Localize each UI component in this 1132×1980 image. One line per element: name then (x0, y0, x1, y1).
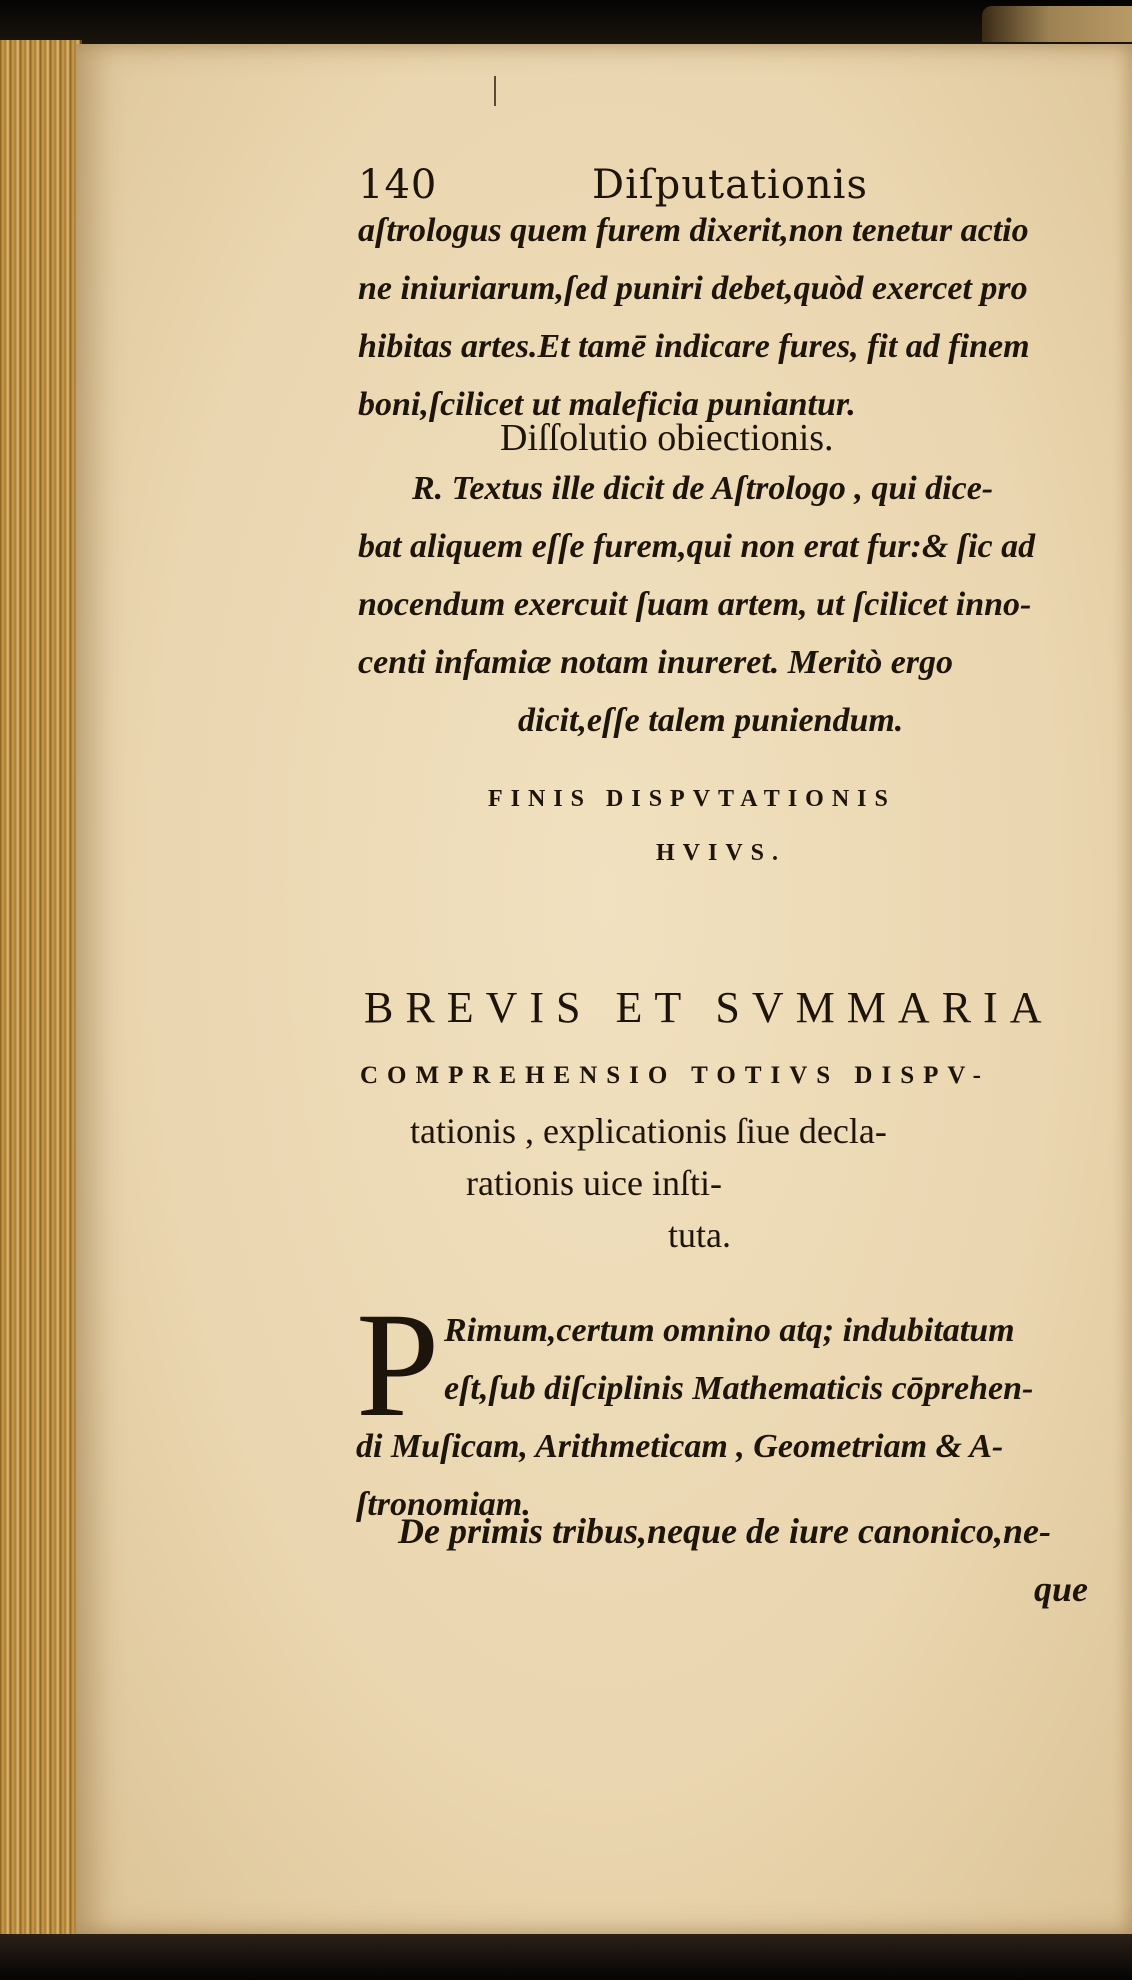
response-line: bat aliquem eſſe furem,qui non erat fur:& ſic ad (358, 528, 1036, 565)
finis-line-2: HVIVS. (656, 840, 787, 866)
margin-mark (494, 76, 496, 106)
section-title-line-2: COMPREHENSIO TOTIVS DISPV- (360, 1062, 990, 1089)
finis-line-1: FINIS DISPVTATIONIS (488, 786, 896, 812)
paragraph-line: eſt,ſub diſciplinis Mathematicis cōprehen- (444, 1370, 1034, 1407)
response-line: nocendum exercuit ſuam artem, ut ſcilicet inno- (358, 586, 1032, 623)
page-corner-tab (982, 6, 1132, 42)
section-title-line-4: rationis uice inſti- (466, 1163, 722, 1203)
response-line: dicit,eſſe talem puniendum. (518, 702, 904, 739)
book-page-edges (0, 40, 82, 1935)
subheading: Diſſolutio obiectionis. (500, 417, 834, 459)
body-line: hibitas artes.Et tamē indicare fures, fit ad finem (358, 328, 1030, 365)
paragraph-line: di Muſicam, Arithmeticam , Geometriam & A- (356, 1428, 1004, 1465)
paragraph-line: De primis tribus,neque de iure canonico,ne- (398, 1511, 1052, 1551)
bottom-shadow (0, 1934, 1132, 1980)
body-line: ne iniuriarum,ſed puniri debet,quòd exercet pro (358, 270, 1028, 307)
section-title-line-1: BREVIS ET SVMMARIA (364, 983, 1054, 1032)
section-title-line-5: tuta. (668, 1215, 731, 1255)
body-line: aſtrologus quem furem dixerit,non tenetur actio (358, 212, 1029, 249)
paragraph-line: ſtronomiam. (356, 1486, 531, 1523)
top-shadow (0, 0, 1132, 44)
body-line: boni,ſcilicet ut maleficia puniantur. (358, 386, 856, 423)
response-line: R. Textus ille dicit de Aſtrologo , qui dice- (412, 470, 994, 507)
catchword: que (1034, 1569, 1088, 1609)
section-title-line-3: tationis , explicationis ſiue decla- (410, 1111, 887, 1151)
page-number: 140 (358, 162, 438, 208)
paragraph-line: Rimum,certum omnino atq; indubitatum (444, 1312, 1015, 1349)
response-line: centi infamiæ notam inureret. Meritò ergo (358, 644, 954, 681)
running-title: Diſputationis (592, 162, 868, 208)
drop-cap: P (356, 1282, 440, 1448)
